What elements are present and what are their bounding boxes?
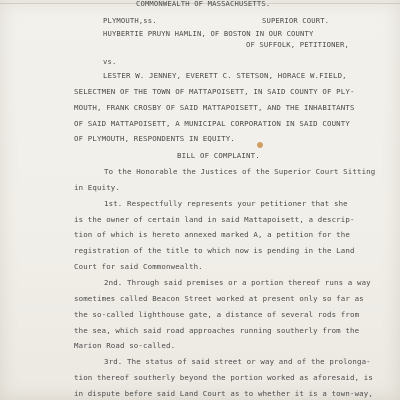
paragraph-3-line: in dispute before said Land Court as to whether it is a town-way, bbox=[74, 389, 373, 398]
respondents-line: LESTER W. JENNEY, EVERETT C. STETSON, HORACE W.FIELD, bbox=[103, 71, 347, 80]
paragraph-3-line: tion thereof southerly beyond the portion worked as aforesaid, is bbox=[74, 373, 373, 382]
versus-line: vs. bbox=[103, 57, 117, 66]
paragraph-2-line: the sea, which said road approaches running southerly from the bbox=[74, 326, 360, 335]
county-line: PLYMOUTH,ss. bbox=[103, 16, 157, 25]
paragraph-1-line: Court for said Commonwealth. bbox=[74, 262, 203, 271]
commonwealth-line: COMMONWEALTH OF MASSACHUSETTS. bbox=[136, 0, 271, 8]
paragraph-1-line: is the owner of certain land in said Mattapoisett, a descrip- bbox=[74, 215, 355, 224]
paragraph-2-line: sometimes called Beacon Street worked at present only so far as bbox=[74, 294, 364, 303]
paragraph-1-line: tion of which is hereto annexed marked A, a petition for the bbox=[74, 230, 350, 239]
paragraph-2-line: 2nd. Through said premises or a portion thereof runs a way bbox=[104, 278, 371, 287]
address-line: To the Honorable the Justices of the Superior Court Sitting bbox=[104, 167, 376, 176]
paragraph-1-line: 1st. Respectfully represents your petitioner that she bbox=[104, 199, 348, 208]
petitioner-line-2: OF SUFFOLK, PETITIONER, bbox=[246, 40, 349, 49]
respondents-line: MOUTH, FRANK CROSBY OF SAID MATTAPOISETT, AND THE INHABITANTS bbox=[74, 103, 355, 112]
petitioner-line-1: HUYBERTIE PRUYN HAMLIN, OF BOSTON IN OUR COUNTY bbox=[103, 29, 314, 38]
ink-stain bbox=[257, 142, 263, 148]
respondents-line: OF PLYMOUTH, RESPONDENTS IN EQUITY. bbox=[74, 134, 235, 143]
address-line: in Equity. bbox=[74, 183, 120, 192]
bill-heading: BILL OF COMPLAINT. bbox=[177, 151, 260, 160]
respondents-line: OF SAID MATTAPOISETT, A MUNICIPAL CORPORATION IN SAID COUNTY bbox=[74, 119, 350, 128]
paragraph-1-line: registration of the title to which now is pending in the Land bbox=[74, 246, 355, 255]
court-line: SUPERIOR COURT. bbox=[262, 16, 330, 25]
paragraph-3-line: 3rd. The status of said street or way and of the prolonga- bbox=[104, 357, 371, 366]
paragraph-2-line: Marion Road so-called. bbox=[74, 341, 176, 350]
paragraph-2-line: the so-called lighthouse gate, a distance of several rods from bbox=[74, 310, 360, 319]
respondents-line: SELECTMEN OF THE TOWN OF MATTAPOISETT, IN SAID COUNTY OF PLY- bbox=[74, 87, 355, 96]
